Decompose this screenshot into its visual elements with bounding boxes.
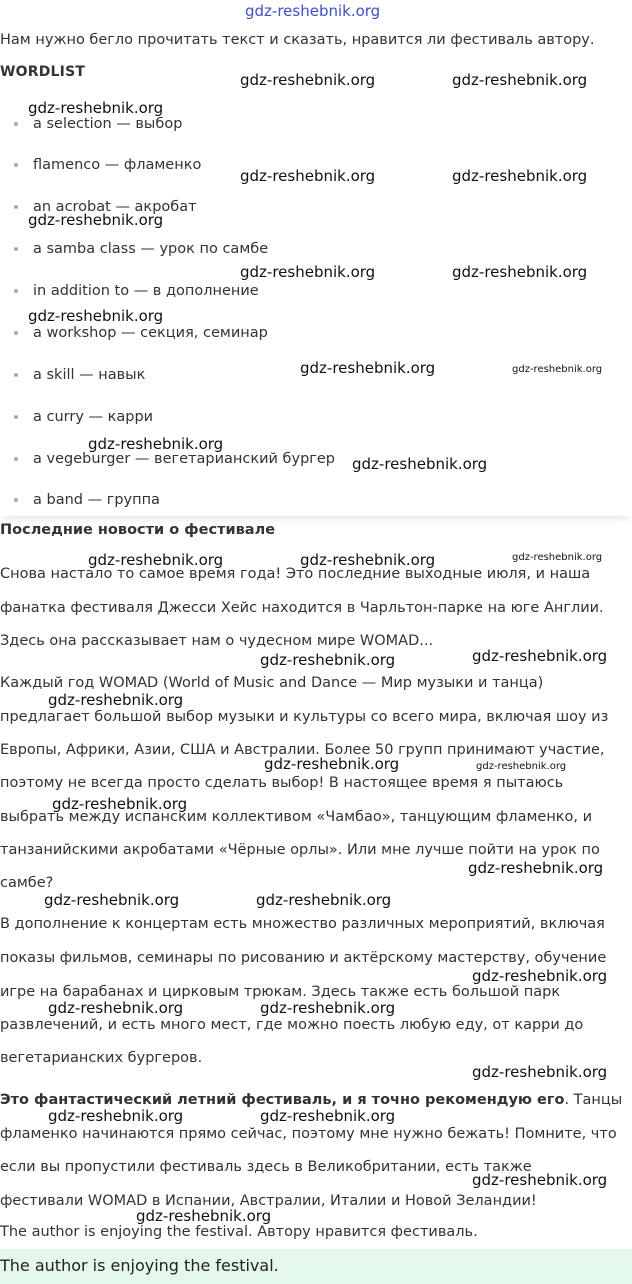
article-title: Последние новости о фестивале bbox=[0, 522, 276, 538]
watermark-text: gdz-reshebnik.org bbox=[256, 891, 392, 909]
watermark-text: gdz-reshebnik.org bbox=[48, 691, 184, 709]
list-item-text: a skill — навык bbox=[33, 367, 146, 383]
list-item bbox=[14, 367, 145, 383]
list-item-text: a band — группа bbox=[33, 492, 160, 508]
watermark-text: gdz-reshebnik.org bbox=[472, 1171, 608, 1189]
list-item-text: a workshop — секция, семинар bbox=[33, 325, 268, 341]
article-line: предлагает большой выбор музыки и культуры со всего мира, включая шоу из bbox=[0, 709, 609, 725]
list-item-text: a vegeburger — вегетарианский бургер bbox=[33, 451, 336, 467]
watermark-text: gdz-reshebnik.org bbox=[88, 551, 224, 569]
list-item-text: flamenco — фламенко bbox=[33, 157, 202, 173]
watermark-text: gdz-reshebnik.org bbox=[28, 99, 164, 117]
article-line: Каждый год WOMAD (World of Music and Dance — Мир музыки и танца) bbox=[0, 675, 544, 691]
watermark-text: gdz-reshebnik.org bbox=[452, 71, 588, 89]
watermark-text: gdz-reshebnik.org bbox=[260, 1107, 396, 1125]
article-line: В дополнение к концертам есть множество различных мероприятий, включая bbox=[0, 916, 605, 932]
list-item bbox=[14, 241, 268, 257]
article-line: фестивали WOMAD в Испании, Австралии, Италии и Новой Зеландии! bbox=[0, 1193, 537, 1209]
watermark-text: gdz-reshebnik.org bbox=[260, 999, 396, 1017]
article-line: игре на барабанах и цирковым трюкам. Здесь также есть большой парк bbox=[0, 984, 561, 1000]
watermark-text: gdz-reshebnik.org bbox=[468, 859, 604, 877]
article-line: развлечений, и есть много мест, где можно поесть любую еду, от карри до bbox=[0, 1017, 584, 1033]
watermark-text: gdz-reshebnik.org bbox=[352, 455, 488, 473]
bold-tail: . Танцы bbox=[564, 1092, 623, 1108]
list-item-text: a curry — карри bbox=[33, 409, 154, 425]
list-item-text: an acrobat — акробат bbox=[33, 199, 197, 215]
watermark-text: gdz-reshebnik.org bbox=[476, 761, 567, 772]
watermark-text: gdz-reshebnik.org bbox=[300, 359, 436, 377]
article-line: выбрать между испанским коллективом «Чамбао», танцующим фламенко, и bbox=[0, 809, 593, 825]
bullet-icon bbox=[14, 457, 18, 461]
article-line: показы фильмов, семинары по рисованию и актёрскому мастерству, обучение bbox=[0, 950, 607, 966]
list-item-text: a samba class — урок по самбе bbox=[33, 241, 269, 257]
watermark-text: gdz-reshebnik.org bbox=[512, 364, 603, 375]
watermark-text: gdz-reshebnik.org bbox=[28, 307, 164, 325]
watermark-text: gdz-reshebnik.org bbox=[452, 263, 588, 281]
list-item bbox=[14, 409, 153, 425]
list-item bbox=[14, 283, 259, 299]
list-item bbox=[14, 325, 268, 341]
intro-text: Нам нужно бегло прочитать текст и сказать, нравится ли фестиваль автору. bbox=[0, 32, 595, 48]
list-item-text: a selection — выбор bbox=[33, 116, 183, 132]
watermark-text: gdz-reshebnik.org bbox=[245, 2, 381, 20]
bullet-icon bbox=[14, 205, 18, 209]
list-item bbox=[14, 157, 201, 173]
article-line bbox=[0, 1092, 622, 1108]
translation-line: The author is enjoying the festival. Автору нравится фестиваль. bbox=[0, 1224, 478, 1240]
watermark-text: gdz-reshebnik.org bbox=[300, 551, 436, 569]
article-line: самбе? bbox=[0, 875, 54, 891]
bullet-icon bbox=[14, 415, 18, 419]
watermark-text: gdz-reshebnik.org bbox=[88, 435, 224, 453]
watermark-text: gdz-reshebnik.org bbox=[52, 795, 188, 813]
watermark-text: gdz-reshebnik.org bbox=[264, 755, 400, 773]
article-line: танзанийскими акробатами «Чёрные орлы». Или мне лучше пойти на урок по bbox=[0, 842, 600, 858]
watermark-text: gdz-reshebnik.org bbox=[260, 651, 396, 669]
wordlist-title: WORDLIST bbox=[0, 64, 86, 80]
bullet-icon bbox=[14, 247, 18, 251]
watermark-text: gdz-reshebnik.org bbox=[472, 647, 608, 665]
bullet-icon bbox=[14, 289, 18, 293]
article-line: если вы пропустили фестиваль здесь в Великобритании, есть также bbox=[0, 1159, 532, 1175]
list-item bbox=[14, 116, 182, 132]
bullet-icon bbox=[14, 373, 18, 377]
article-line: поэтому не всегда просто сделать выбор! В настоящее время я пытаюсь bbox=[0, 775, 564, 791]
watermark-text: gdz-reshebnik.org bbox=[452, 167, 588, 185]
watermark-text: gdz-reshebnik.org bbox=[48, 1107, 184, 1125]
watermark-text: gdz-reshebnik.org bbox=[136, 1207, 272, 1225]
list-item bbox=[14, 451, 335, 467]
bullet-icon bbox=[14, 122, 18, 126]
watermark-text: gdz-reshebnik.org bbox=[472, 1063, 608, 1081]
watermark-text: gdz-reshebnik.org bbox=[240, 71, 376, 89]
answer-text: The author is enjoying the festival. bbox=[0, 1256, 279, 1275]
watermark-text: gdz-reshebnik.org bbox=[28, 211, 164, 229]
watermark-text: gdz-reshebnik.org bbox=[48, 999, 184, 1017]
article-line: фламенко начинаются прямо сейчас, поэтому мне нужно бежать! Помните, что bbox=[0, 1126, 617, 1142]
article-line: Здесь она рассказывает нам о чудесном мире WOMAD... bbox=[0, 633, 434, 649]
watermark-text: gdz-reshebnik.org bbox=[512, 552, 603, 563]
article-line: Снова настало то самое время года! Это последние выходные июля, и наша bbox=[0, 566, 591, 582]
bullet-icon bbox=[14, 163, 18, 167]
bold-sentence: Это фантастический летний фестиваль, и я точно рекомендую его bbox=[0, 1092, 565, 1108]
list-item-text: in addition to — в дополнение bbox=[33, 283, 259, 299]
bullet-icon bbox=[14, 498, 18, 502]
watermark-text: gdz-reshebnik.org bbox=[44, 891, 180, 909]
article-line: Европы, Африки, Азии, США и Австралии. Более 50 групп принимают участие, bbox=[0, 742, 605, 758]
bullet-icon bbox=[14, 331, 18, 335]
article-line: фанатка фестиваля Джесси Хейс находится в Чарльтон-парке на юге Англии. bbox=[0, 600, 604, 616]
watermark-text: gdz-reshebnik.org bbox=[240, 167, 376, 185]
list-item bbox=[14, 492, 160, 508]
watermark-text: gdz-reshebnik.org bbox=[240, 263, 376, 281]
article-line: вегетарианских бургеров. bbox=[0, 1050, 203, 1066]
watermark-text: gdz-reshebnik.org bbox=[472, 967, 608, 985]
